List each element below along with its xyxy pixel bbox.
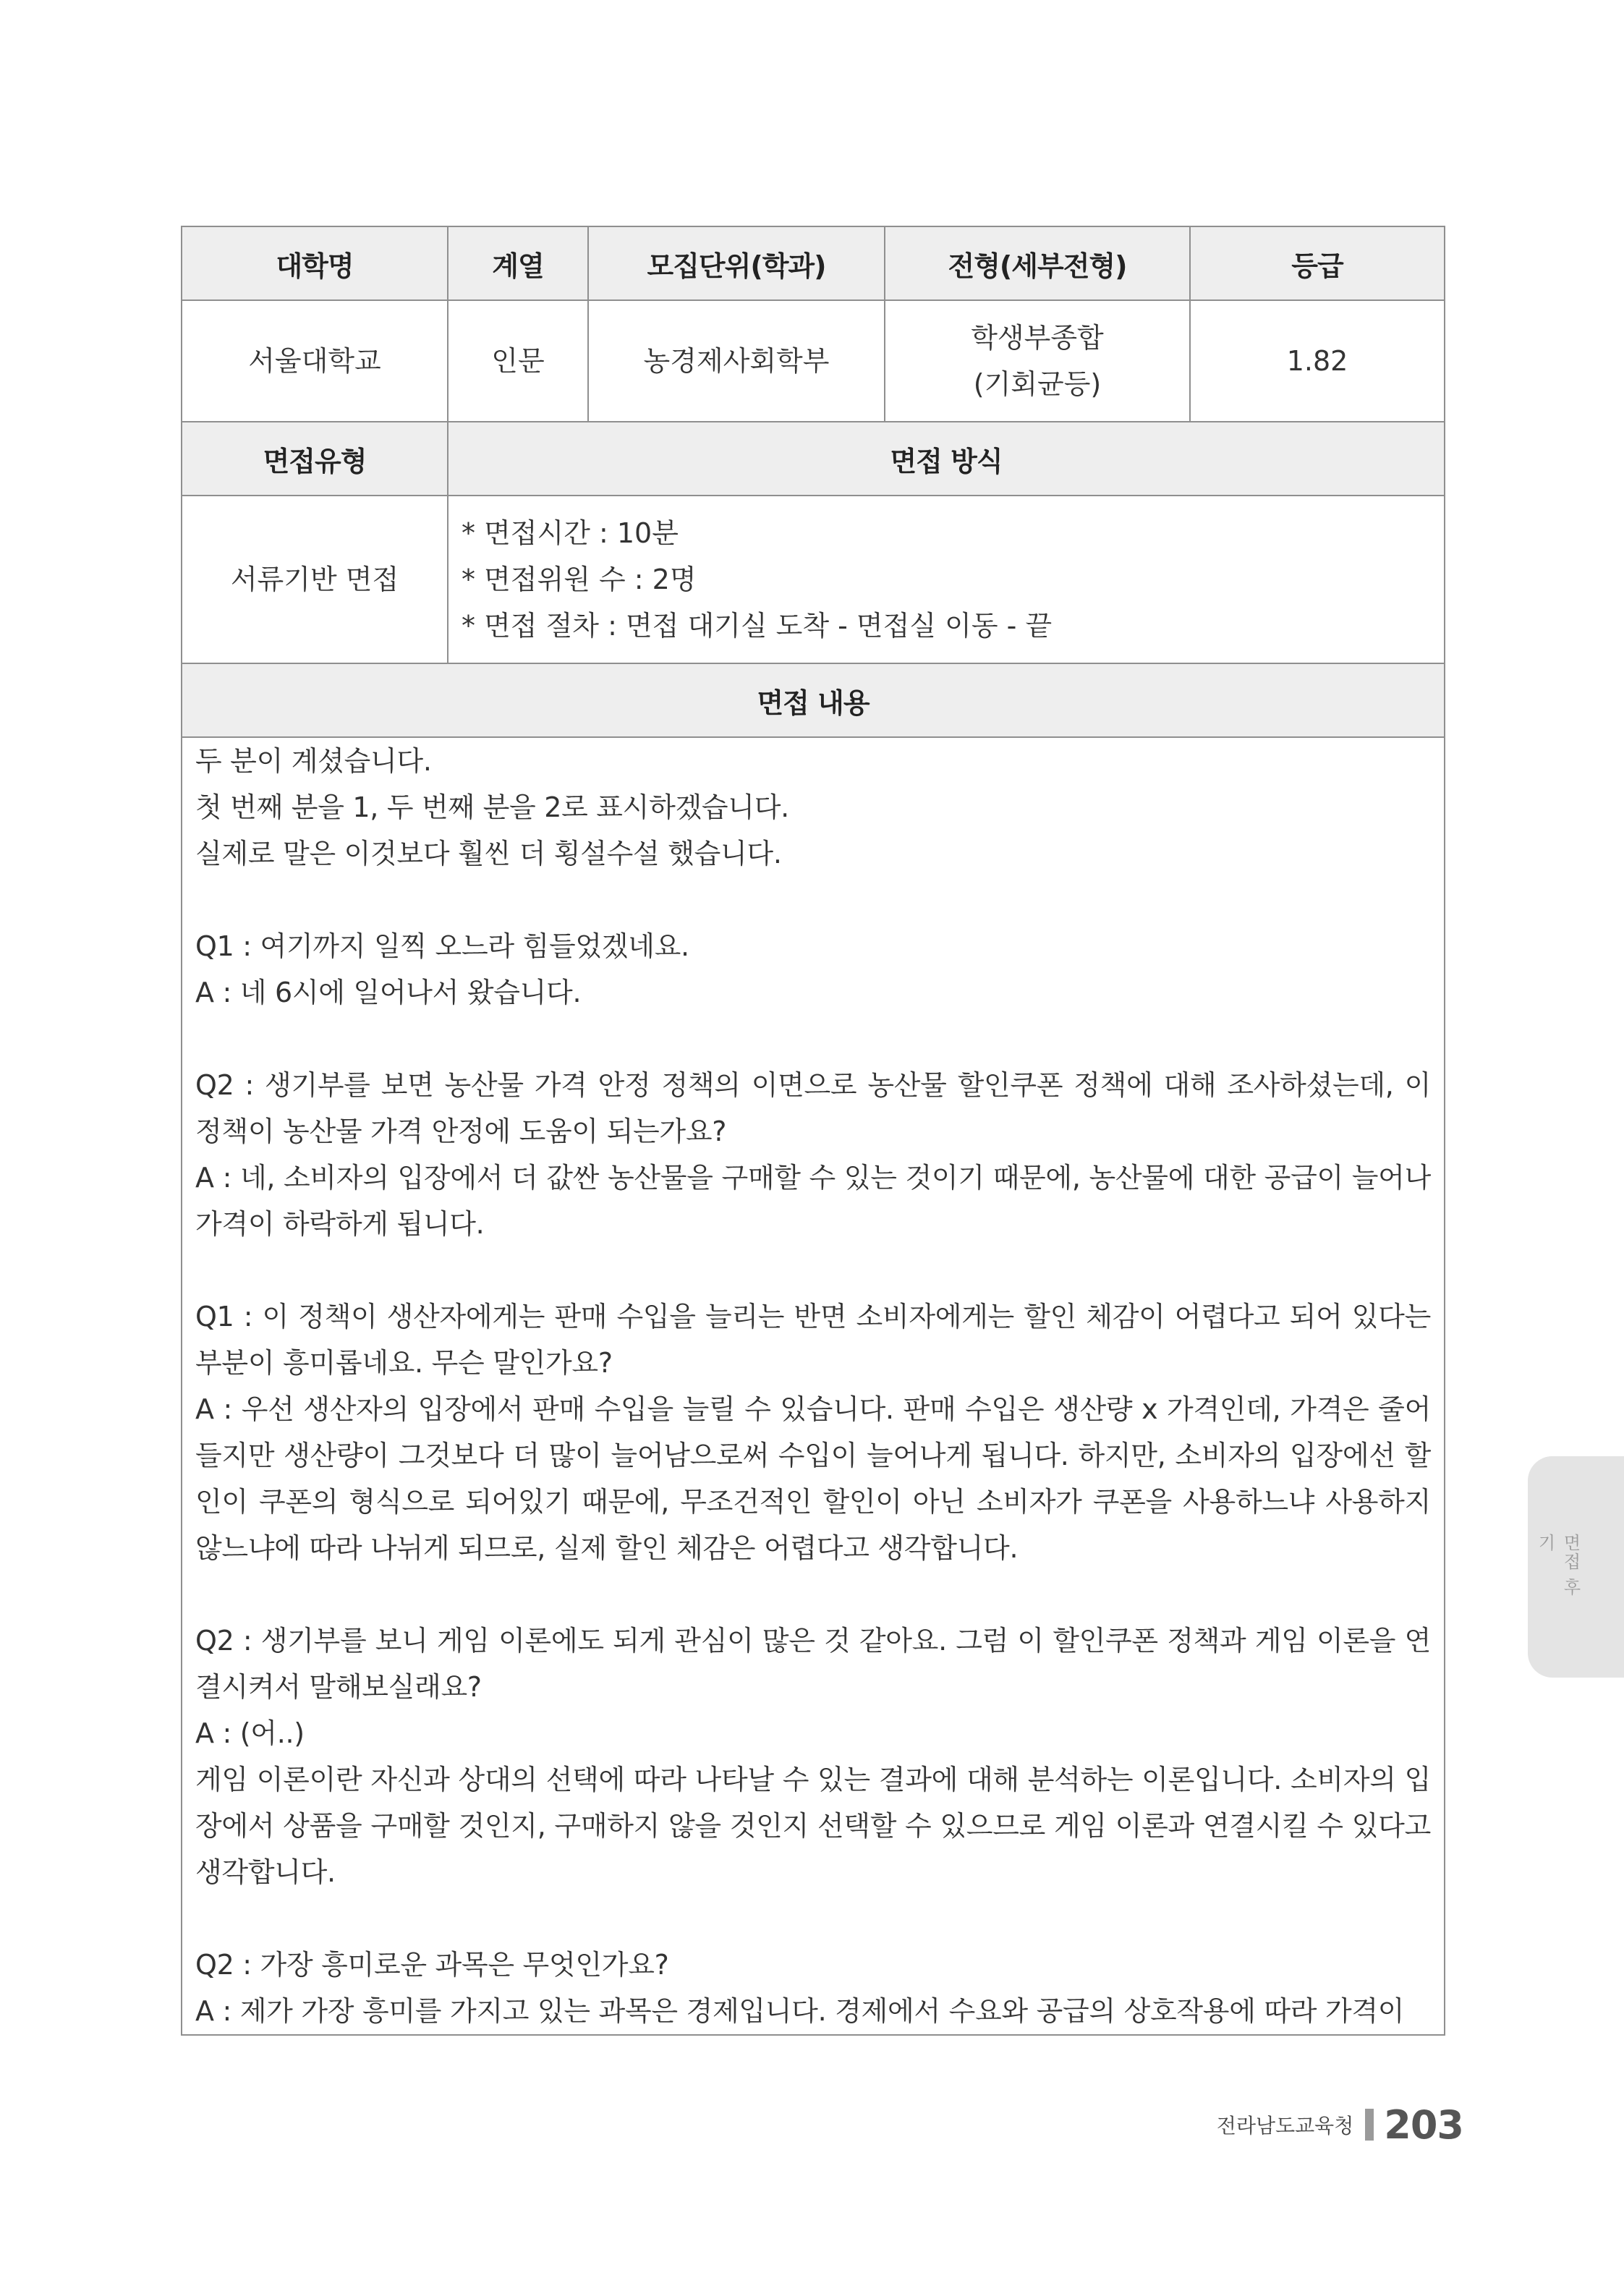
answer: A : 네, 소비자의 입장에서 더 값싼 농산물을 구매할 수 있는 것이기 때문에, 농산물에 대한 공급이 늘어나 가격이 하락하게 됩니다. — [195, 1162, 1431, 1240]
method-item-panel: * 면접위원 수 : 2명 — [462, 564, 697, 595]
interview-method-header: 면접 방식 — [448, 422, 1445, 496]
content-cell — [182, 737, 1445, 2035]
intro-line: 첫 번째 분을 1, 두 번째 분을 2로 표시하겠습니다. — [195, 791, 789, 823]
content-row — [182, 737, 1445, 2035]
footer-org: 전라남도교육청 — [1216, 2114, 1354, 2138]
interview-type-header: 면접유형 — [182, 422, 448, 496]
method-item-duration: * 면접시간 : 10분 — [462, 517, 679, 549]
answer: A : 네 6시에 일어나서 왔습니다. — [195, 977, 582, 1008]
admission-subtype: (기회균등) — [973, 368, 1102, 400]
header-university: 대학명 — [182, 226, 448, 300]
header-row — [182, 226, 1445, 300]
question: Q2 : 가장 흥미로운 과목은 무엇인가요? — [195, 1949, 669, 1981]
admission-type: 학생부종합 — [971, 322, 1104, 354]
answer: A : 우선 생산자의 입장에서 판매 수입을 늘릴 수 있습니다. 판매 수입은 생산량 x 가격인데, 가격은 줄어들지만 생산량이 그것보다 더 많이 늘어남으로써 수입이 늘어나게 됩니다. 하지만, 소비자의 입장에선 할인이 쿠폰의 형식으로 되어있기 때문에, 무조건적인 할인이 아닌 소비자가 쿠폰을 사용하느냐 사용하지 않느냐에 따라 나뉘게 되므로, 실제 할인 체감은 어렵다고 생각합니다. — [195, 1393, 1431, 1564]
department-cell: 농경제사회학부 — [588, 300, 885, 422]
page-number: 203 — [1384, 2101, 1463, 2148]
interview-row — [182, 496, 1445, 663]
interview-header-row — [182, 422, 1445, 496]
interview-method-cell — [448, 496, 1445, 663]
question: Q1 : 이 정책이 생산자에게는 판매 수입을 늘리는 반면 소비자에게는 할인 체감이 어렵다고 되어 있다는 부분이 흥미롭네요. 무슨 말인가요? — [195, 1301, 1431, 1379]
field-cell: 인문 — [448, 300, 588, 422]
intro-line: 두 분이 계셨습니다. — [195, 745, 432, 777]
question: Q1 : 여기까지 일찍 오느라 힘들었겠네요. — [195, 930, 689, 962]
header-field: 계열 — [448, 226, 588, 300]
interview-content — [195, 738, 1431, 2034]
interview-table — [181, 226, 1445, 2036]
method-item-procedure: * 면접 절차 : 면접 대기실 도착 - 면접실 이동 - 끝 — [462, 610, 1053, 642]
content-header-row — [182, 663, 1445, 737]
page-footer — [1217, 2099, 1463, 2150]
header-grade: 등급 — [1190, 226, 1445, 300]
footer-divider — [1365, 2109, 1374, 2141]
side-tab-label: 면접 후기 — [1535, 1534, 1581, 1597]
question: Q2 : 생기부를 보면 농산물 가격 안정 정책의 이면으로 농산물 할인쿠폰 정책에 대해 조사하셨는데, 이 정책이 농산물 가격 안정에 도움이 되는가요? — [195, 1069, 1431, 1147]
grade-cell: 1.82 — [1190, 300, 1445, 422]
content-header: 면접 내용 — [182, 663, 1445, 737]
question: Q2 : 생기부를 보니 게임 이론에도 되게 관심이 많은 것 같아요. 그럼 이 할인쿠폰 정책과 게임 이론을 연결시켜서 말해보실래요? — [195, 1625, 1431, 1703]
admission-cell — [885, 300, 1190, 422]
info-row — [182, 300, 1445, 422]
intro-line: 실제로 말은 이것보다 훨씬 더 횡설수설 했습니다. — [195, 838, 782, 870]
answer: A : 제가 가장 흥미를 가지고 있는 과목은 경제입니다. 경제에서 수요와 공급의 상호작용에 따라 가격이 — [195, 1995, 1405, 2027]
interview-type-cell: 서류기반 면접 — [182, 496, 448, 663]
header-department: 모집단위(학과) — [588, 226, 885, 300]
header-admission: 전형(세부전형) — [885, 226, 1190, 300]
answer: 게임 이론이란 자신과 상대의 선택에 따라 나타날 수 있는 결과에 대해 분석하는 이론입니다. 소비자의 입장에서 상품을 구매할 것인지, 구매하지 않을 것인지 선택할 수 있으므로 게임 이론과 연결시킬 수 있다고 생각합니다. — [195, 1764, 1431, 1888]
university-cell: 서울대학교 — [182, 300, 448, 422]
answer: A : (어..) — [195, 1717, 305, 1749]
